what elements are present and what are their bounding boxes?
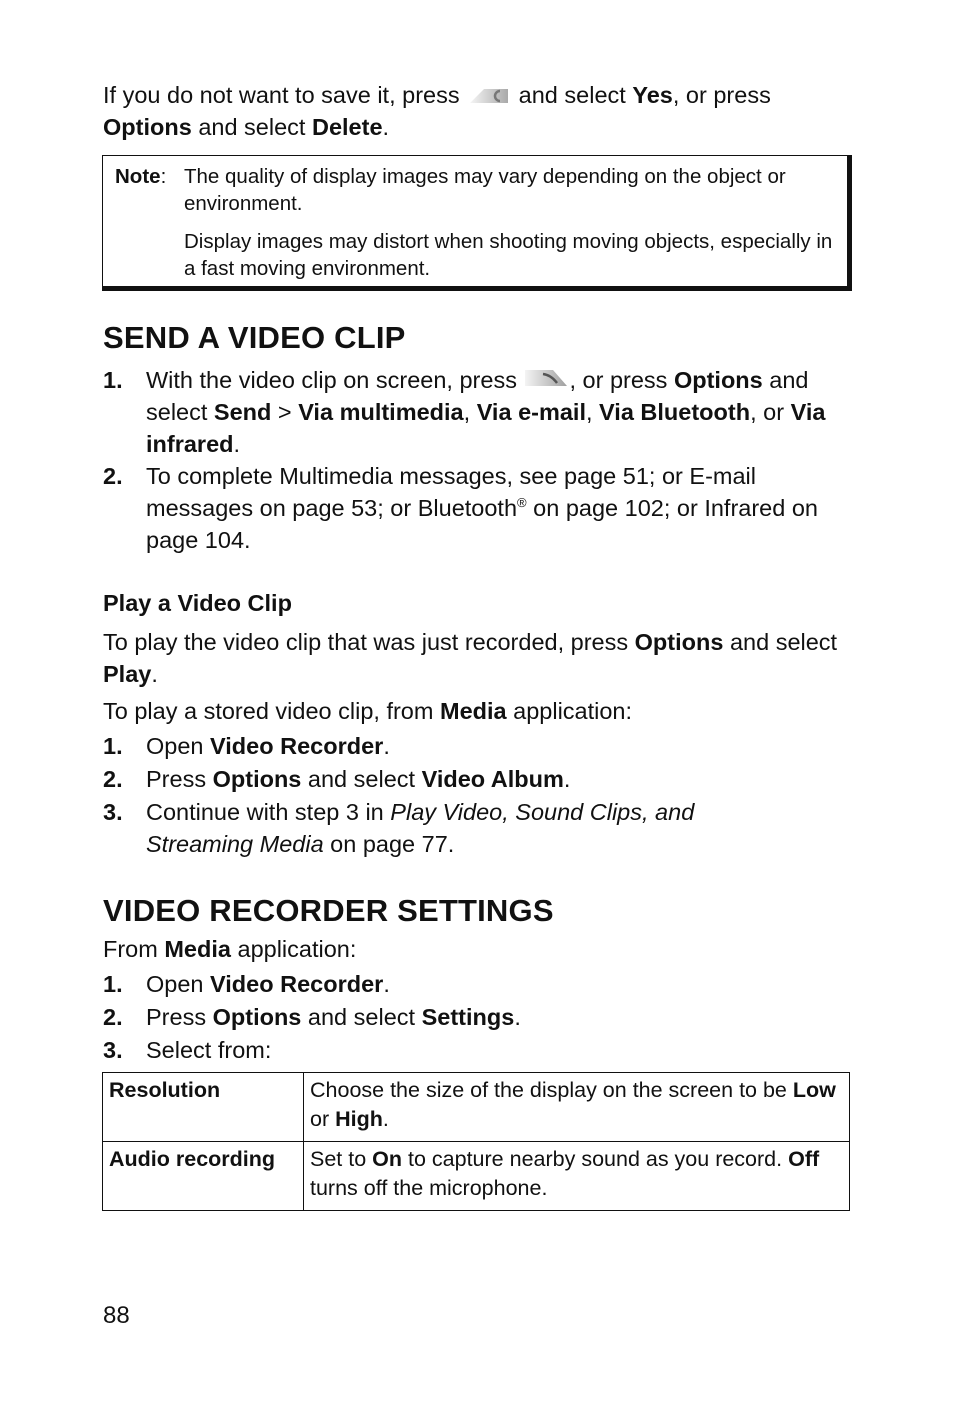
note-label: Note: — [115, 165, 167, 188]
send-step-1: With the video clip on screen, press , or press Options and select Send > Via multimedia, Via e-mail, Via Bluetooth, or Via infrared. — [146, 367, 826, 457]
video-recorder-settings-heading: VIDEO RECORDER SETTINGS — [103, 893, 554, 928]
play-step-2-number: 2. — [103, 766, 123, 792]
play-step-1-number: 1. — [103, 733, 123, 759]
play-step-1: Open Video Recorder. — [146, 733, 390, 759]
intro-text: If you do not want to save it, press — [103, 82, 460, 108]
options-label: Options — [103, 114, 192, 140]
note-box — [102, 155, 852, 291]
play-paragraph-2: To play a stored video clip, from Media application: — [103, 698, 633, 724]
play-paragraph-1: To play the video clip that was just recorded, press Options and select Play. — [103, 629, 838, 687]
send-step-1-number: 1. — [103, 367, 123, 393]
play-step-3-number: 3. — [103, 799, 123, 825]
play-step-2: Press Options and select Video Album. — [146, 766, 571, 792]
delete-label: Delete — [311, 114, 383, 140]
registered-mark: ® — [517, 495, 527, 510]
intro-paragraph: If you do not want to save it, press and select Yes, or press Options and select Delete. — [103, 82, 771, 140]
settings-paragraph: From Media application: — [103, 936, 357, 962]
send-key-icon — [523, 366, 569, 392]
clear-key-icon — [466, 81, 512, 107]
table-row — [103, 1073, 850, 1142]
table-row — [103, 1142, 850, 1211]
cross-reference-title: Play Video, Sound Clips, and Streaming Media — [146, 799, 695, 857]
play-video-clip-heading: Play a Video Clip — [103, 590, 292, 616]
page-number: 88 — [103, 1302, 130, 1329]
send-video-clip-heading: SEND A VIDEO CLIP — [103, 320, 406, 355]
send-step-2-number: 2. — [103, 463, 123, 489]
settings-step-2: Press Options and select Settings. — [146, 1004, 521, 1030]
settings-step-1: Open Video Recorder. — [146, 971, 390, 997]
note-line-2: Display images may distort when shooting moving objects, especially in a fast moving environment. — [184, 230, 833, 280]
send-step-2: To complete Multimedia messages, see page 51; or E-mail messages on page 53; or Bluetooth® on page 102; or Infrared on page 104. — [146, 463, 818, 553]
setting-description-audio-recording: Set to On to capture nearby sound as you record. Off turns off the microphone. — [304, 1142, 850, 1211]
play-step-3: Continue with step 3 in Play Video, Sound Clips, and Streaming Media on page 77. — [146, 799, 695, 857]
setting-name-audio-recording: Audio recording — [103, 1142, 304, 1211]
note-line-1: The quality of display images may vary depending on the object or environment. — [184, 165, 786, 215]
setting-description-resolution: Choose the size of the display on the screen to be Low or High. — [304, 1073, 850, 1142]
settings-step-2-number: 2. — [103, 1004, 123, 1030]
setting-name-resolution: Resolution — [103, 1073, 304, 1142]
yes-label: Yes — [632, 82, 673, 108]
settings-step-3: Select from: — [146, 1037, 272, 1063]
settings-table — [102, 1072, 850, 1211]
settings-step-1-number: 1. — [103, 971, 123, 997]
settings-step-3-number: 3. — [103, 1037, 123, 1063]
